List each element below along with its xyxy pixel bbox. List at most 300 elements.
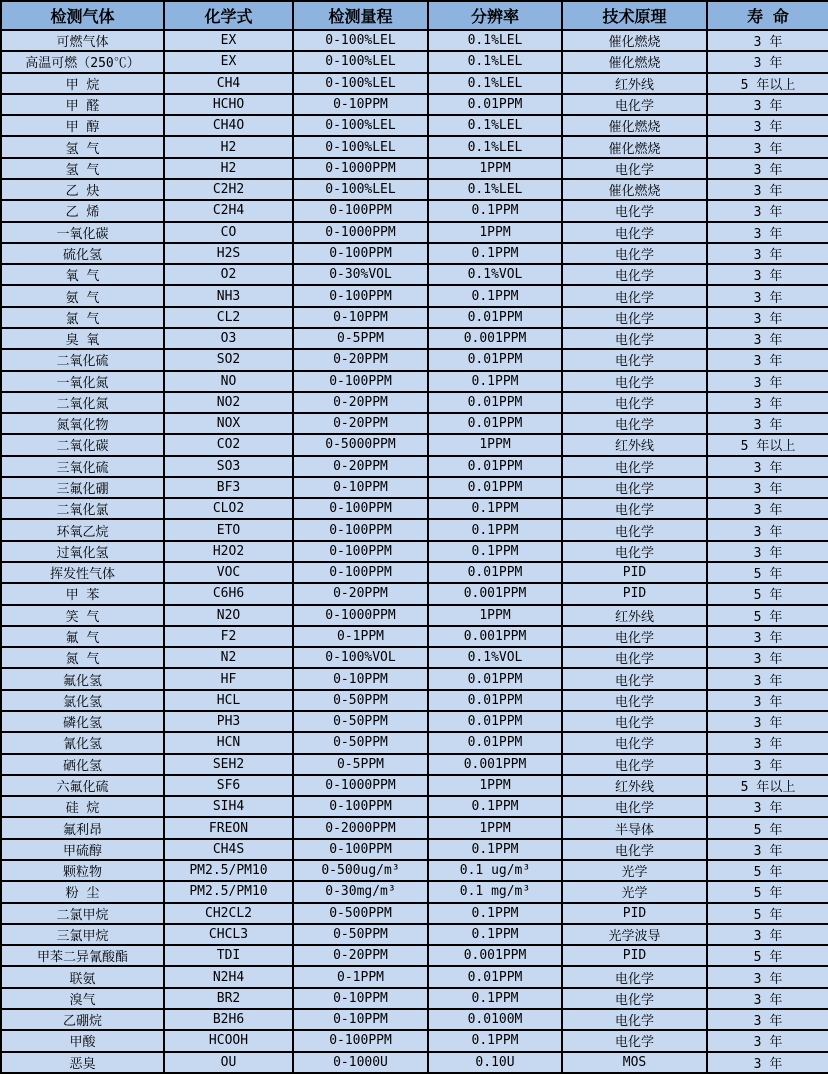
cell-lifespan: 3 年 xyxy=(707,392,828,413)
cell-principle: 红外线 xyxy=(562,73,707,94)
cell-range: 0-10PPM xyxy=(293,477,428,498)
cell-principle: MOS xyxy=(562,1052,707,1074)
cell-range: 0-20PPM xyxy=(293,583,428,604)
cell-principle: 电化学 xyxy=(562,498,707,519)
cell-lifespan: 3 年 xyxy=(707,796,828,817)
cell-principle: 电化学 xyxy=(562,328,707,349)
cell-formula: H2 xyxy=(164,158,293,179)
table-row xyxy=(1,498,828,519)
cell-range: 0-100%VOL xyxy=(293,647,428,668)
cell-gas: 乙 烯 xyxy=(1,200,164,221)
cell-principle: 电化学 xyxy=(562,966,707,987)
cell-range: 0-500PPM xyxy=(293,903,428,924)
cell-principle: 电化学 xyxy=(562,413,707,434)
cell-resolution: 0.1PPM xyxy=(428,924,562,945)
cell-lifespan: 3 年 xyxy=(707,285,828,306)
cell-lifespan: 3 年 xyxy=(707,839,828,860)
cell-principle: 电化学 xyxy=(562,222,707,243)
header-row xyxy=(1,1,828,30)
table-row xyxy=(1,73,828,94)
cell-principle: 电化学 xyxy=(562,988,707,1009)
cell-range: 0-50PPM xyxy=(293,711,428,732)
cell-gas: 甲酸 xyxy=(1,1030,164,1051)
cell-principle: PID xyxy=(562,903,707,924)
cell-gas: 甲 烷 xyxy=(1,73,164,94)
table-row xyxy=(1,477,828,498)
cell-gas: 氟 气 xyxy=(1,626,164,647)
cell-range: 0-100%LEL xyxy=(293,51,428,72)
cell-range: 0-100PPM xyxy=(293,519,428,540)
cell-lifespan: 3 年 xyxy=(707,966,828,987)
cell-gas: 甲苯二异氰酸酯 xyxy=(1,945,164,966)
cell-principle: 电化学 xyxy=(562,371,707,392)
cell-formula: CH2CL2 xyxy=(164,903,293,924)
cell-gas: 硫化氢 xyxy=(1,243,164,264)
cell-lifespan: 3 年 xyxy=(707,158,828,179)
cell-gas: 氟利昂 xyxy=(1,817,164,838)
cell-lifespan: 3 年 xyxy=(707,541,828,562)
header-gas: 检测气体 xyxy=(1,1,164,30)
cell-formula: CL2 xyxy=(164,307,293,328)
cell-range: 0-100PPM xyxy=(293,839,428,860)
cell-range: 0-1000PPM xyxy=(293,775,428,796)
cell-lifespan: 3 年 xyxy=(707,668,828,689)
cell-formula: N2 xyxy=(164,647,293,668)
cell-lifespan: 5 年 xyxy=(707,860,828,881)
cell-formula: OU xyxy=(164,1052,293,1074)
cell-range: 0-1000PPM xyxy=(293,158,428,179)
cell-lifespan: 3 年 xyxy=(707,988,828,1009)
cell-gas: 甲 醛 xyxy=(1,94,164,115)
table-row xyxy=(1,668,828,689)
cell-gas: 氰化氢 xyxy=(1,732,164,753)
cell-resolution: 1PPM xyxy=(428,434,562,455)
cell-lifespan: 3 年 xyxy=(707,200,828,221)
cell-lifespan: 3 年 xyxy=(707,30,828,51)
cell-principle: 电化学 xyxy=(562,158,707,179)
table-row xyxy=(1,349,828,370)
table-row xyxy=(1,817,828,838)
cell-principle: PID xyxy=(562,562,707,583)
cell-lifespan: 3 年 xyxy=(707,754,828,775)
cell-formula: NO2 xyxy=(164,392,293,413)
cell-gas: 一氧化碳 xyxy=(1,222,164,243)
cell-principle: 电化学 xyxy=(562,839,707,860)
cell-resolution: 0.1PPM xyxy=(428,243,562,264)
cell-formula: CH4O xyxy=(164,115,293,136)
cell-range: 0-20PPM xyxy=(293,413,428,434)
cell-range: 0-100PPM xyxy=(293,562,428,583)
cell-lifespan: 3 年 xyxy=(707,1052,828,1074)
cell-formula: EX xyxy=(164,51,293,72)
cell-gas: 硅 烷 xyxy=(1,796,164,817)
cell-resolution: 0.1 mg/m³ xyxy=(428,881,562,902)
cell-range: 0-20PPM xyxy=(293,349,428,370)
cell-lifespan: 3 年 xyxy=(707,1030,828,1051)
cell-range: 0-100PPM xyxy=(293,243,428,264)
table-row xyxy=(1,754,828,775)
cell-principle: 光学 xyxy=(562,860,707,881)
cell-resolution: 0.1%VOL xyxy=(428,264,562,285)
table-row xyxy=(1,775,828,796)
table-row xyxy=(1,860,828,881)
cell-lifespan: 3 年 xyxy=(707,647,828,668)
table-row xyxy=(1,796,828,817)
cell-range: 0-5000PPM xyxy=(293,434,428,455)
cell-formula: N2O xyxy=(164,605,293,626)
cell-gas: 氨 气 xyxy=(1,285,164,306)
cell-gas: 三氯甲烷 xyxy=(1,924,164,945)
cell-resolution: 0.1%LEL xyxy=(428,136,562,157)
cell-resolution: 0.01PPM xyxy=(428,690,562,711)
cell-gas: 二氧化碳 xyxy=(1,434,164,455)
cell-formula: H2 xyxy=(164,136,293,157)
cell-formula: B2H6 xyxy=(164,1009,293,1030)
cell-gas: 过氧化氢 xyxy=(1,541,164,562)
cell-gas: 二氧化硫 xyxy=(1,349,164,370)
table-row xyxy=(1,307,828,328)
cell-formula: BR2 xyxy=(164,988,293,1009)
cell-gas: 氯化氢 xyxy=(1,690,164,711)
cell-lifespan: 5 年以上 xyxy=(707,73,828,94)
cell-range: 0-100%LEL xyxy=(293,73,428,94)
cell-formula: EX xyxy=(164,30,293,51)
cell-formula: CH4S xyxy=(164,839,293,860)
cell-lifespan: 3 年 xyxy=(707,690,828,711)
cell-resolution: 1PPM xyxy=(428,158,562,179)
cell-resolution: 0.001PPM xyxy=(428,626,562,647)
cell-lifespan: 3 年 xyxy=(707,94,828,115)
cell-resolution: 0.1PPM xyxy=(428,541,562,562)
cell-range: 0-100PPM xyxy=(293,1030,428,1051)
cell-formula: C6H6 xyxy=(164,583,293,604)
cell-range: 0-1000PPM xyxy=(293,605,428,626)
cell-range: 0-10PPM xyxy=(293,668,428,689)
cell-formula: HCHO xyxy=(164,94,293,115)
cell-range: 0-1000PPM xyxy=(293,222,428,243)
cell-gas: 可燃气体 xyxy=(1,30,164,51)
cell-formula: VOC xyxy=(164,562,293,583)
cell-lifespan: 5 年 xyxy=(707,817,828,838)
table-row xyxy=(1,881,828,902)
cell-range: 0-100PPM xyxy=(293,498,428,519)
table-body xyxy=(1,30,828,1073)
cell-formula: C2H4 xyxy=(164,200,293,221)
cell-resolution: 0.1%VOL xyxy=(428,647,562,668)
cell-lifespan: 3 年 xyxy=(707,924,828,945)
table-row xyxy=(1,839,828,860)
cell-principle: 电化学 xyxy=(562,307,707,328)
table-row xyxy=(1,200,828,221)
cell-formula: F2 xyxy=(164,626,293,647)
cell-range: 0-5PPM xyxy=(293,328,428,349)
cell-formula: HCL xyxy=(164,690,293,711)
cell-gas: 粉 尘 xyxy=(1,881,164,902)
cell-formula: SEH2 xyxy=(164,754,293,775)
cell-principle: 电化学 xyxy=(562,264,707,285)
cell-resolution: 0.0100M xyxy=(428,1009,562,1030)
cell-resolution: 0.1PPM xyxy=(428,796,562,817)
cell-formula: O2 xyxy=(164,264,293,285)
cell-lifespan: 3 年 xyxy=(707,498,828,519)
cell-gas: 挥发性气体 xyxy=(1,562,164,583)
cell-range: 0-100%LEL xyxy=(293,136,428,157)
cell-lifespan: 3 年 xyxy=(707,371,828,392)
table-row xyxy=(1,924,828,945)
cell-gas: 联氨 xyxy=(1,966,164,987)
cell-principle: 电化学 xyxy=(562,243,707,264)
cell-resolution: 0.01PPM xyxy=(428,562,562,583)
cell-principle: 电化学 xyxy=(562,626,707,647)
cell-gas: 磷化氢 xyxy=(1,711,164,732)
cell-principle: 电化学 xyxy=(562,392,707,413)
cell-gas: 三氧化硫 xyxy=(1,456,164,477)
cell-formula: FREON xyxy=(164,817,293,838)
table-row xyxy=(1,136,828,157)
cell-resolution: 0.01PPM xyxy=(428,477,562,498)
cell-gas: 二氧化氯 xyxy=(1,498,164,519)
cell-principle: 电化学 xyxy=(562,200,707,221)
cell-gas: 硒化氢 xyxy=(1,754,164,775)
cell-formula: C2H2 xyxy=(164,179,293,200)
cell-resolution: 0.001PPM xyxy=(428,945,562,966)
cell-principle: 光学 xyxy=(562,881,707,902)
cell-principle: 电化学 xyxy=(562,519,707,540)
cell-gas: 氢 气 xyxy=(1,158,164,179)
table-row xyxy=(1,711,828,732)
table-row xyxy=(1,541,828,562)
cell-range: 0-1PPM xyxy=(293,966,428,987)
cell-lifespan: 3 年 xyxy=(707,519,828,540)
cell-gas: 环氧乙烷 xyxy=(1,519,164,540)
cell-principle: 催化燃烧 xyxy=(562,51,707,72)
cell-range: 0-5PPM xyxy=(293,754,428,775)
cell-gas: 一氧化氮 xyxy=(1,371,164,392)
cell-lifespan: 3 年 xyxy=(707,307,828,328)
table-row xyxy=(1,1030,828,1051)
header-resolution: 分辨率 xyxy=(428,1,562,30)
cell-range: 0-50PPM xyxy=(293,690,428,711)
cell-range: 0-100%LEL xyxy=(293,115,428,136)
table-row xyxy=(1,732,828,753)
table-row xyxy=(1,30,828,51)
cell-gas: 六氟化硫 xyxy=(1,775,164,796)
cell-range: 0-20PPM xyxy=(293,456,428,477)
cell-range: 0-100%LEL xyxy=(293,30,428,51)
cell-gas: 高温可燃（250℃） xyxy=(1,51,164,72)
cell-formula: NO xyxy=(164,371,293,392)
cell-lifespan: 3 年 xyxy=(707,626,828,647)
table-row xyxy=(1,583,828,604)
cell-formula: SO3 xyxy=(164,456,293,477)
cell-lifespan: 5 年以上 xyxy=(707,434,828,455)
table-row xyxy=(1,179,828,200)
cell-range: 0-100PPM xyxy=(293,200,428,221)
cell-gas: 笑 气 xyxy=(1,605,164,626)
cell-range: 0-10PPM xyxy=(293,1009,428,1030)
cell-range: 0-2000PPM xyxy=(293,817,428,838)
cell-range: 0-10PPM xyxy=(293,307,428,328)
table-row xyxy=(1,647,828,668)
cell-principle: 光学波导 xyxy=(562,924,707,945)
cell-resolution: 1PPM xyxy=(428,222,562,243)
table-row xyxy=(1,371,828,392)
cell-formula: CO xyxy=(164,222,293,243)
cell-resolution: 0.01PPM xyxy=(428,349,562,370)
cell-resolution: 0.001PPM xyxy=(428,583,562,604)
cell-range: 0-30%VOL xyxy=(293,264,428,285)
cell-principle: 电化学 xyxy=(562,690,707,711)
cell-principle: 催化燃烧 xyxy=(562,136,707,157)
table-row xyxy=(1,285,828,306)
cell-principle: 电化学 xyxy=(562,477,707,498)
table-row xyxy=(1,966,828,987)
cell-resolution: 0.001PPM xyxy=(428,754,562,775)
cell-range: 0-10PPM xyxy=(293,988,428,1009)
cell-resolution: 0.1PPM xyxy=(428,903,562,924)
cell-formula: HF xyxy=(164,668,293,689)
cell-range: 0-100PPM xyxy=(293,285,428,306)
table-row xyxy=(1,115,828,136)
cell-resolution: 0.01PPM xyxy=(428,456,562,477)
cell-gas: 氧 气 xyxy=(1,264,164,285)
cell-range: 0-100%LEL xyxy=(293,179,428,200)
cell-resolution: 0.1%LEL xyxy=(428,30,562,51)
cell-gas: 溴气 xyxy=(1,988,164,1009)
cell-formula: NH3 xyxy=(164,285,293,306)
cell-resolution: 0.10U xyxy=(428,1052,562,1074)
cell-lifespan: 3 年 xyxy=(707,349,828,370)
cell-gas: 甲 苯 xyxy=(1,583,164,604)
table-row xyxy=(1,434,828,455)
cell-principle: PID xyxy=(562,945,707,966)
cell-resolution: 0.1PPM xyxy=(428,1030,562,1051)
cell-range: 0-1000U xyxy=(293,1052,428,1074)
cell-lifespan: 3 年 xyxy=(707,179,828,200)
cell-formula: O3 xyxy=(164,328,293,349)
cell-formula: H2O2 xyxy=(164,541,293,562)
cell-formula: HCN xyxy=(164,732,293,753)
cell-resolution: 0.001PPM xyxy=(428,328,562,349)
cell-resolution: 0.01PPM xyxy=(428,392,562,413)
cell-lifespan: 3 年 xyxy=(707,456,828,477)
cell-principle: 电化学 xyxy=(562,456,707,477)
table-header xyxy=(1,1,828,30)
cell-range: 0-20PPM xyxy=(293,945,428,966)
cell-range: 0-500ug/m³ xyxy=(293,860,428,881)
cell-gas: 颗粒物 xyxy=(1,860,164,881)
cell-resolution: 1PPM xyxy=(428,775,562,796)
table-row xyxy=(1,562,828,583)
cell-gas: 氟化氢 xyxy=(1,668,164,689)
cell-lifespan: 3 年 xyxy=(707,711,828,732)
cell-range: 0-100PPM xyxy=(293,371,428,392)
cell-resolution: 0.1PPM xyxy=(428,519,562,540)
cell-resolution: 0.1PPM xyxy=(428,285,562,306)
cell-gas: 乙硼烷 xyxy=(1,1009,164,1030)
cell-principle: 电化学 xyxy=(562,711,707,732)
cell-resolution: 0.1PPM xyxy=(428,988,562,1009)
cell-lifespan: 3 年 xyxy=(707,264,828,285)
cell-gas: 恶臭 xyxy=(1,1052,164,1074)
cell-resolution: 0.1%LEL xyxy=(428,179,562,200)
cell-lifespan: 3 年 xyxy=(707,732,828,753)
cell-formula: CHCL3 xyxy=(164,924,293,945)
cell-lifespan: 3 年 xyxy=(707,51,828,72)
cell-gas: 三氟化硼 xyxy=(1,477,164,498)
cell-gas: 氢 气 xyxy=(1,136,164,157)
cell-lifespan: 5 年以上 xyxy=(707,775,828,796)
table-row xyxy=(1,158,828,179)
cell-resolution: 0.01PPM xyxy=(428,668,562,689)
header-formula: 化学式 xyxy=(164,1,293,30)
cell-formula: PM2.5/PM10 xyxy=(164,881,293,902)
cell-resolution: 1PPM xyxy=(428,817,562,838)
header-lifespan: 寿 命 xyxy=(707,1,828,30)
cell-principle: 催化燃烧 xyxy=(562,179,707,200)
table-row xyxy=(1,456,828,477)
cell-gas: 臭 氧 xyxy=(1,328,164,349)
cell-principle: 红外线 xyxy=(562,605,707,626)
cell-formula: SO2 xyxy=(164,349,293,370)
cell-lifespan: 5 年 xyxy=(707,881,828,902)
cell-principle: 红外线 xyxy=(562,775,707,796)
table-row xyxy=(1,1009,828,1030)
cell-gas: 二氧化氮 xyxy=(1,392,164,413)
cell-resolution: 0.01PPM xyxy=(428,732,562,753)
table-row xyxy=(1,903,828,924)
cell-lifespan: 5 年 xyxy=(707,583,828,604)
cell-principle: 电化学 xyxy=(562,796,707,817)
cell-formula: SF6 xyxy=(164,775,293,796)
cell-formula: TDI xyxy=(164,945,293,966)
cell-range: 0-100PPM xyxy=(293,796,428,817)
table-row xyxy=(1,519,828,540)
cell-gas: 二氯甲烷 xyxy=(1,903,164,924)
cell-principle: 电化学 xyxy=(562,668,707,689)
table-row xyxy=(1,690,828,711)
cell-resolution: 1PPM xyxy=(428,605,562,626)
cell-principle: 电化学 xyxy=(562,94,707,115)
cell-formula: BF3 xyxy=(164,477,293,498)
cell-range: 0-20PPM xyxy=(293,392,428,413)
cell-gas: 甲硫醇 xyxy=(1,839,164,860)
cell-lifespan: 5 年 xyxy=(707,903,828,924)
cell-resolution: 0.1PPM xyxy=(428,839,562,860)
cell-formula: N2H4 xyxy=(164,966,293,987)
cell-principle: 电化学 xyxy=(562,732,707,753)
table-row xyxy=(1,222,828,243)
cell-lifespan: 3 年 xyxy=(707,222,828,243)
cell-lifespan: 3 年 xyxy=(707,328,828,349)
header-range: 检测量程 xyxy=(293,1,428,30)
cell-resolution: 0.1%LEL xyxy=(428,115,562,136)
cell-gas: 氮氧化物 xyxy=(1,413,164,434)
cell-resolution: 0.1%LEL xyxy=(428,73,562,94)
cell-lifespan: 3 年 xyxy=(707,477,828,498)
table-row xyxy=(1,328,828,349)
cell-range: 0-100PPM xyxy=(293,541,428,562)
table-row xyxy=(1,605,828,626)
cell-range: 0-50PPM xyxy=(293,732,428,753)
cell-gas: 氮 气 xyxy=(1,647,164,668)
cell-resolution: 0.01PPM xyxy=(428,94,562,115)
header-principle: 技术原理 xyxy=(562,1,707,30)
cell-principle: 半导体 xyxy=(562,817,707,838)
cell-principle: 电化学 xyxy=(562,1030,707,1051)
cell-resolution: 0.1%LEL xyxy=(428,51,562,72)
cell-gas: 甲 醇 xyxy=(1,115,164,136)
